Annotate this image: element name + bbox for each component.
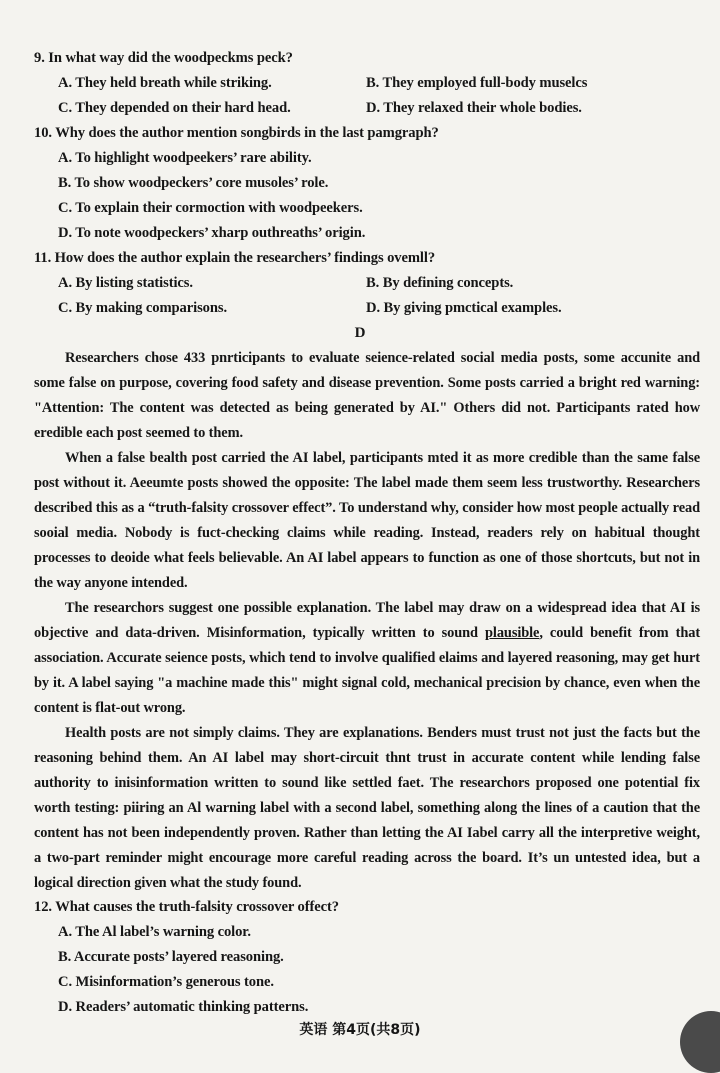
question-12-option-a: A. The Al label’s warning color. — [58, 924, 251, 940]
passage-paragraph-2: When a false bealth post carried the AI label, participants mted it as more credible than the same false post without it. Aeeumte posts showed the opposite: The label made them seem less trustworthy. Researchers described this as a “truth-falsity crossover effect”. To understand why, consider how most people actually read sooial media. Nobody is fuct-checking claims while reading. Instead, readers rely on habitual thought processes to deoide what feels believable. An AI label appears to function as one of those shortcuts, but not in the way anyone intended. — [34, 450, 700, 591]
question-9-option-c: C. They depended on their hard head. — [58, 100, 291, 116]
question-11-option-c: C. By making comparisons. — [58, 300, 227, 316]
section-heading: D — [354, 325, 366, 341]
underlined-word: plausible — [485, 625, 540, 641]
question-10-stem: 10. Why does the author mention songbirds in the last pamgraph? — [34, 125, 439, 141]
question-11-option-a: A. By listing statistics. — [58, 275, 193, 291]
question-11-stem: 11. How does the author explain the researchers’ findings ovemll? — [34, 250, 436, 266]
question-10-option-d: D. To note woodpeckers’ xharp outhreaths’ origin. — [58, 225, 366, 241]
question-9-option-b: B. They employed full-body muselcs — [366, 75, 588, 91]
passage-paragraph-3 — [34, 596, 700, 721]
passage-paragraph-4: Health posts are not simply claims. They are explanations. Benders must trust not just the facts but the reasoning behind them. An AI label may short-circuit thnt trust in accurate content while lending false authority to inisinformation written to sound like settled faet. The researchors proposed one potential fix worth testing: piiring an Al warning label with a second label, something along the lines of a caution that the content has not been independently proven. Rather than letting the AI Iabel carry all the interpretive weight, a two-part reminder might encourage more careful reading across the board. It’s un untested idea, but a logical direction given what the study found. — [34, 725, 700, 891]
question-10-option-c: C. To explain their cormoction with woodpeekers. — [58, 200, 363, 216]
question-11-option-d: D. By giving pmctical examples. — [366, 300, 562, 316]
question-10-option-a: A. To highlight woodpeekers’ rare ability. — [58, 150, 312, 166]
passage-paragraph-3-text-start: The researchors suggest one possible explanation. The label may draw on a widespread idea that AI is objective and data-driven. Misinformation, typically written to sound — [34, 600, 700, 641]
question-9-option-d: D. They relaxed their whole bodies. — [366, 100, 582, 116]
question-10-option-b: B. To show woodpeckers’ core musoles’ role. — [58, 175, 329, 191]
question-9-option-a: A. They held breath while striking. — [58, 75, 272, 91]
question-11-option-b: B. By defining concepts. — [366, 275, 514, 291]
question-12-option-c: C. Misinformation’s generous tone. — [58, 974, 274, 990]
page-footer: 英语 第4页(共8页) — [299, 1022, 421, 1038]
passage-paragraph-1: Researchers chose 433 pnrticipants to evaluate seience-related social media posts, some accunite and some false on purpose, covering food safety and disease prevention. Some posts carried a bright red warning: "Attention: The content was detected as being generated by AI." Others did not. Participants rated how eredible each post seemed to them. — [34, 350, 700, 441]
question-12-option-b: B. Accurate posts’ layered reasoning. — [58, 949, 284, 965]
passage-paragraph-3-text-end: , could benefit from that association. Accurate seience posts, which tend to involve qualified elaims and layered reasoning, may get hurt by it. A label saying "a machine made this" might signal cold, mechanical precision by chance, even when the content is flat-out wrong. — [34, 625, 701, 716]
question-9-stem: 9. In what way did the woodpeckms peck? — [34, 50, 293, 66]
question-12-stem: 12. What causes the truth-falsity crossover offect? — [34, 899, 339, 915]
question-12-option-d: D. Readers’ automatic thinking patterns. — [58, 999, 309, 1015]
